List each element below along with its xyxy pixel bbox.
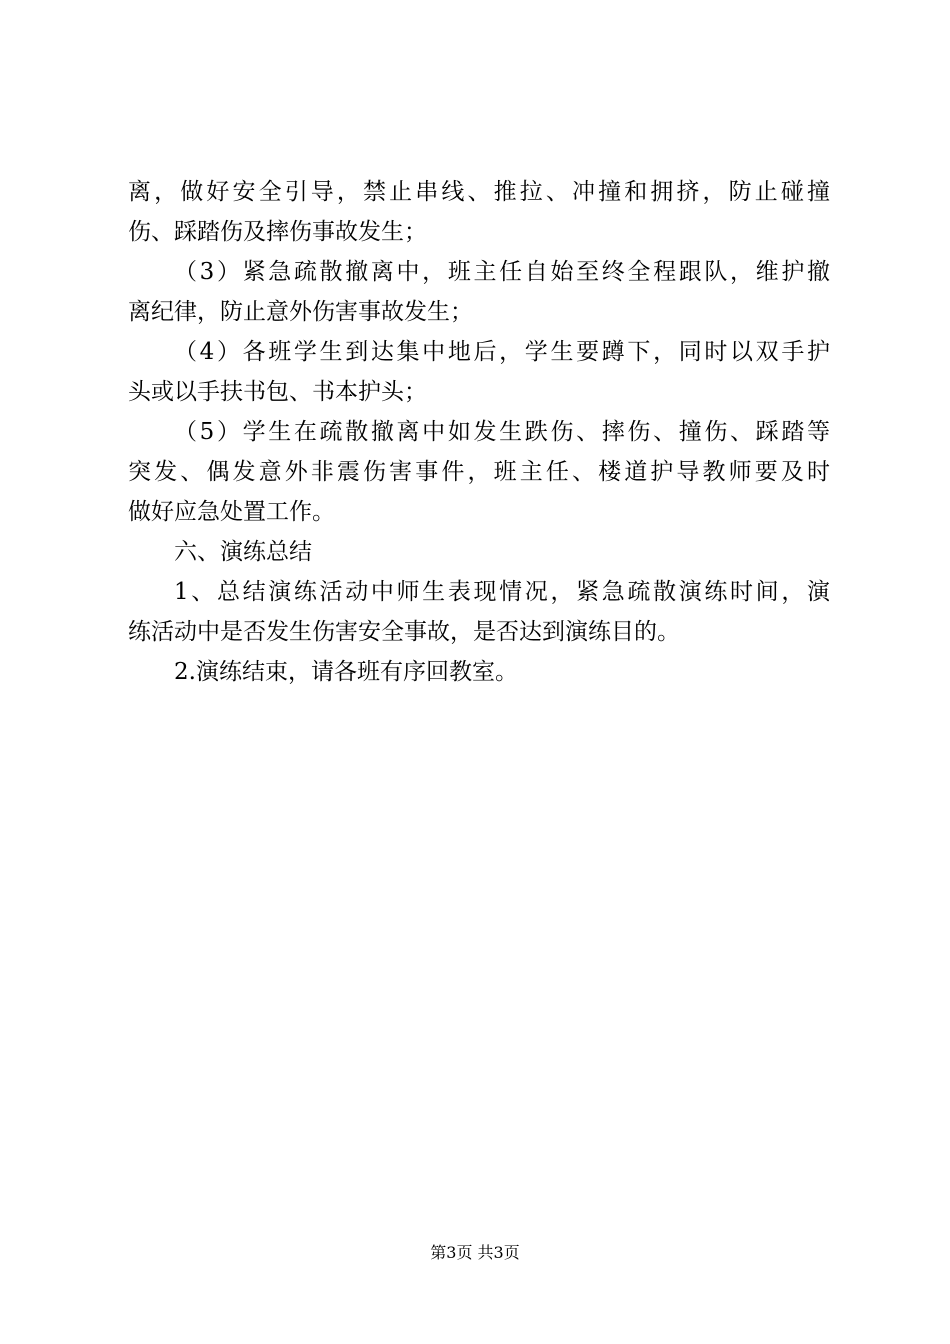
document-body <box>128 172 830 692</box>
section-heading-summary: 六、演练总结 <box>174 539 312 565</box>
list-item-5-line-1: （5）学生在疏散撤离中如发生跌伤、摔伤、撞伤、踩踏等 <box>174 419 830 445</box>
page-number-footer: 第3页 共3页 <box>430 1243 520 1262</box>
summary-item-2: 2.演练结束，请各班有序回教室。 <box>174 659 518 685</box>
text-line: 离，做好安全引导，禁止串线、推拉、冲撞和拥挤，防止碰撞 <box>128 179 830 205</box>
list-item-3-line-2: 离纪律，防止意外伤害事故发生； <box>128 299 473 325</box>
list-item-4-line-1: （4）各班学生到达集中地后，学生要蹲下，同时以双手护 <box>174 339 830 365</box>
summary-item-1-line-1: 1、总结演练活动中师生表现情况，紧急疏散演练时间，演 <box>174 579 830 605</box>
text-line: 伤、踩踏伤及摔伤事故发生； <box>128 219 427 245</box>
list-item-5-line-3: 做好应急处置工作。 <box>128 499 335 525</box>
list-item-3-line-1: （3）紧急疏散撤离中，班主任自始至终全程跟队，维护撤 <box>174 259 830 285</box>
list-item-4-line-2: 头或以手扶书包、书本护头； <box>128 379 427 405</box>
list-item-5-line-2: 突发、偶发意外非震伤害事件，班主任、楼道护导教师要及时 <box>128 459 830 485</box>
summary-item-1-line-2: 练活动中是否发生伤害安全事故，是否达到演练目的。 <box>128 619 680 645</box>
